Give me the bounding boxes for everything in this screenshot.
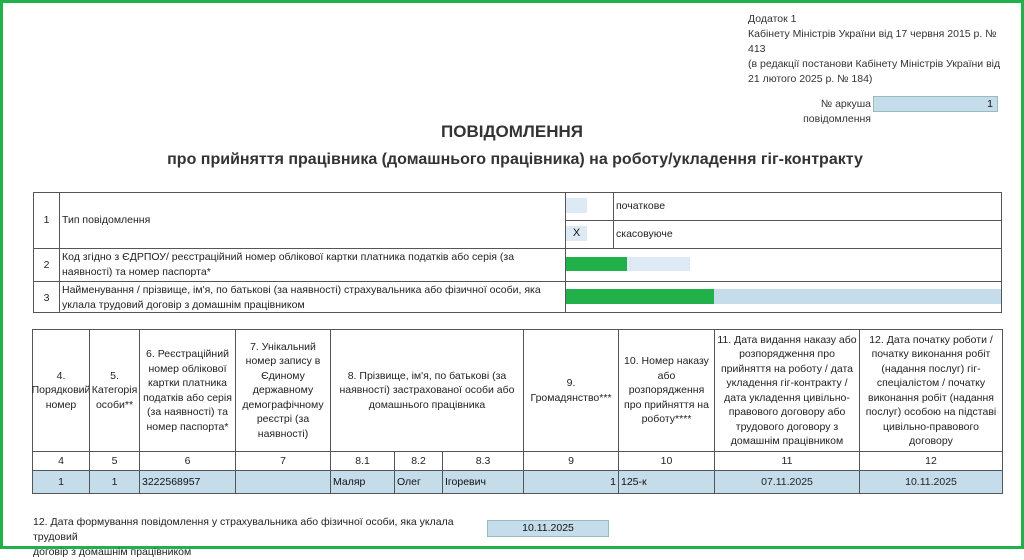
appendix-line: Додаток 1 — [748, 13, 797, 25]
cell-c9[interactable]: 1 — [523, 470, 619, 494]
index-c81: 8.1 — [330, 451, 395, 471]
cancel-option-label: скасовуюче — [616, 228, 673, 240]
edrpou-label: Код згідно з ЄДРПОУ/ реєстраційний номер облікової картки платника податків або серія (за наявності) та номер паспорта* — [62, 251, 515, 278]
row-number: 2 — [43, 259, 50, 271]
employer-name-field[interactable] — [566, 289, 1001, 304]
index-c82: 8.2 — [394, 451, 443, 471]
initial-option-label: початкове — [616, 200, 666, 212]
cell-c82[interactable]: Олег — [394, 470, 443, 494]
row-number: 1 — [43, 214, 50, 226]
formation-date-field[interactable]: 10.11.2025 — [487, 520, 609, 537]
header-c9: 9. Громадянство*** — [523, 329, 619, 452]
cell-c11[interactable]: 07.11.2025 — [714, 470, 860, 494]
row-number: 3 — [43, 292, 50, 304]
page-subtitle: про прийняття працівника (домашнього працівника) на роботу/укладення гіг-контракту — [167, 151, 863, 168]
index-c5: 5 — [89, 451, 140, 471]
divider — [33, 281, 1002, 282]
formation-date-line: 12. Дата формування повідомлення у страхувальника або фізичної особи, яка уклала трудовий — [33, 516, 454, 543]
index-c6: 6 — [139, 451, 236, 471]
header-c4: 4. Порядковий номер — [32, 329, 90, 452]
employer-name-label: Найменування / прізвище, ім'я, по батькові (за наявності) страхувальника або фізичної особи, яка уклала трудовий договір з домашнім працівником — [62, 284, 541, 311]
header-c8: 8. Прізвище, ім'я, по батькові (за наявності) застрахованої особи або домашнього працівника — [330, 329, 524, 452]
edrpou-fill — [566, 257, 627, 271]
formation-date-label — [33, 515, 493, 560]
header-c11: 11. Дата видання наказу або розпорядження про прийняття на роботу / дата укладення гіг-контракту / дата укладення цивільно-правового договору або трудового договору з домашнім працівником — [714, 329, 860, 452]
initial-checkbox[interactable] — [566, 198, 587, 213]
appendix-line: Кабінету Міністрів України від 17 червня 2015 р. № — [748, 28, 997, 40]
page-title: ПОВІДОМЛЕННЯ — [441, 122, 583, 141]
edrpou-field[interactable] — [566, 257, 690, 271]
header-c6: 6. Реєстраційний номер облікової картки платника податків або серія (за наявності) та номер паспорта* — [139, 329, 236, 452]
index-c10: 10 — [618, 451, 715, 471]
index-c4: 4 — [32, 451, 90, 471]
formation-date-line: договір з домашнім працівником — [33, 546, 192, 558]
appendix-line: (в редакції постанови Кабінету Міністрів України від — [748, 58, 1001, 70]
divider — [565, 220, 1002, 221]
divider — [613, 192, 614, 248]
cancel-checkbox[interactable]: X — [566, 226, 587, 241]
cell-c81[interactable]: Маляр — [330, 470, 395, 494]
index-c9: 9 — [523, 451, 619, 471]
header-c12: 12. Дата початку роботи / початку виконання робіт (надання послуг) гіг-спеціалістом / початку виконання робіт (надання послуг) особою на підставі цивільно-правового договору — [859, 329, 1003, 452]
cell-c7[interactable] — [235, 470, 331, 494]
sheet-label: № аркуша повідомлення — [803, 98, 871, 125]
index-c7: 7 — [235, 451, 331, 471]
index-c11: 11 — [714, 451, 860, 471]
employer-name-fill — [566, 289, 714, 304]
header-c5: 5. Категорія особи** — [89, 329, 140, 452]
cell-c6[interactable]: 3222568957 — [139, 470, 236, 494]
cell-c10[interactable]: 125-к — [618, 470, 715, 494]
header-c10: 10. Номер наказу або розпорядження про прийняття на роботу**** — [618, 329, 715, 452]
notification-type-label: Тип повідомлення — [62, 214, 151, 226]
sheet-number-field[interactable]: 1 — [873, 96, 998, 112]
appendix-line: 21 лютого 2025 р. № 184) — [748, 73, 873, 85]
cell-c5[interactable]: 1 — [89, 470, 140, 494]
divider — [59, 192, 60, 313]
divider — [33, 248, 1002, 249]
cell-c4[interactable]: 1 — [32, 470, 90, 494]
header-c7: 7. Унікальний номер запису в Єдиному державному демографічному реєстрі (за наявності) — [235, 329, 331, 452]
index-c83: 8.3 — [442, 451, 524, 471]
cell-c12[interactable]: 10.11.2025 — [859, 470, 1003, 494]
appendix-note — [748, 12, 1008, 87]
index-c12: 12 — [859, 451, 1003, 471]
cell-c83[interactable]: Ігоревич — [442, 470, 524, 494]
appendix-line: 413 — [748, 43, 766, 55]
